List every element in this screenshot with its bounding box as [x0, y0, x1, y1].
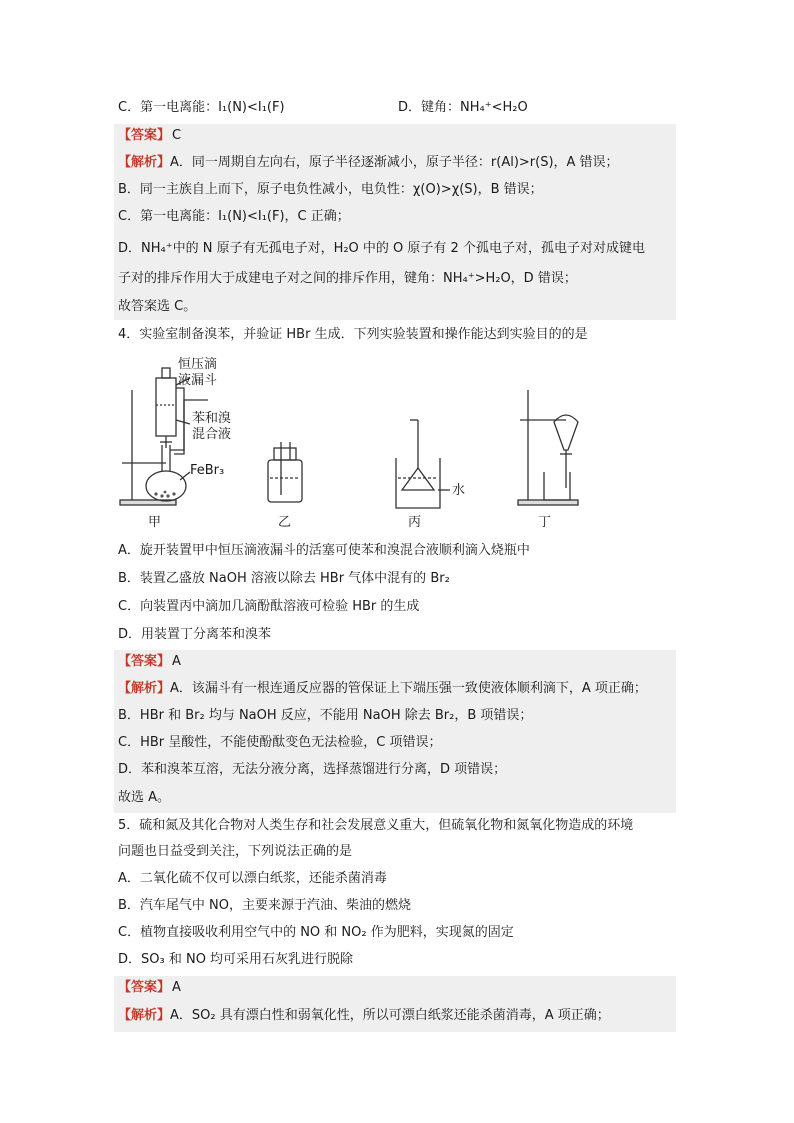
label-funnel-1: 恒压滴	[178, 357, 218, 372]
q5-analysis	[118, 1006, 610, 1028]
q3-analysis	[118, 153, 619, 175]
label-water: 水	[452, 483, 466, 498]
analysis-tag: 【解析】	[118, 155, 171, 170]
q3-answer	[118, 126, 181, 148]
q4-option: A．旋开装置甲中恒压滴液漏斗的活塞可使苯和溴混合液顺利滴入烧瓶中	[118, 543, 530, 558]
answer-tag: 【答案】	[118, 980, 171, 995]
answer-value: A	[172, 654, 181, 669]
caption-ding: 丁	[538, 515, 552, 530]
answer-value: C	[172, 128, 182, 143]
label-funnel-2: 液漏斗	[178, 373, 218, 388]
febr3-solid	[154, 491, 175, 498]
analysis-line: C．第一电离能：I₁(N)<I₁(F)，C 正确；	[118, 209, 350, 224]
analysis-line: A．该漏斗有一根连通反应器的管保证上下端压强一致使液体顺利滴下，A 项正确；	[170, 681, 647, 696]
q4-option: D．用装置丁分离苯和溴苯	[118, 627, 272, 642]
caption-yi: 乙	[278, 515, 292, 530]
q4-stem: 4．实验室制备溴苯，并验证 HBr 生成．下列实验装置和操作能达到实验目的的是	[118, 327, 588, 342]
label-mix-2: 混合液	[192, 427, 232, 442]
q4-option: C．向装置丙中滴加几滴酚酞溶液可检验 HBr 的生成	[118, 599, 420, 614]
apparatus-figure	[118, 350, 588, 535]
washing-bottle	[268, 460, 302, 502]
answer-value: A	[172, 980, 181, 995]
inverted-funnel	[402, 468, 434, 490]
analysis-line: A．同一周期自左向右，原子半径逐渐减小，原子半径：r(Al)>r(S)，A 错误；	[170, 155, 619, 170]
q5-answer	[118, 978, 181, 1000]
q5-stem: 问题也日益受到关注，下列说法正确的是	[118, 844, 353, 859]
analysis-tag: 【解析】	[118, 1008, 171, 1023]
q3-option-c: C．第一电离能：I₁(N)<I₁(F)	[118, 100, 285, 115]
q4-answer-box	[114, 650, 676, 813]
round-flask	[146, 471, 186, 501]
caption-bing: 丙	[408, 515, 422, 530]
q4-option: B．装置乙盛放 NaOH 溶液以除去 HBr 气体中混有的 Br₂	[118, 571, 450, 586]
q5-option: B．汽车尾气中 NO，主要来源于汽油、柴油的燃烧	[118, 898, 412, 913]
analysis-line: B．同一主族自上而下，原子电负性减小，电负性：χ(O)>χ(S)，B 错误；	[118, 182, 543, 197]
q4-answer	[118, 652, 181, 674]
caption-jia: 甲	[148, 515, 162, 530]
analysis-tag: 【解析】	[118, 681, 171, 696]
analysis-line: 故答案选 C。	[118, 299, 197, 314]
funnel-stopper	[162, 368, 170, 378]
stand-base	[518, 500, 578, 505]
q5-option: A．二氧化硫不仅可以漂白纸浆，还能杀菌消毒	[118, 871, 387, 886]
analysis-line: B．HBr 和 Br₂ 均与 NaOH 反应，不能用 NaOH 除去 Br₂，B 项错误；	[118, 708, 533, 723]
q5-option: C．植物直接吸收利用空气中的 NO 和 NO₂ 作为肥料，实现氮的固定	[118, 925, 514, 940]
analysis-line: D．NH₄⁺中的 N 原子有无孤电子对，H₂O 中的 O 原子有 2 个孤电子对，孤电子对对成键电	[118, 241, 645, 256]
q3-option-d: D．键角：NH₄⁺<H₂O	[398, 100, 528, 115]
answer-tag: 【答案】	[118, 654, 171, 669]
label-mix-1: 苯和溴	[192, 411, 232, 426]
dropping-funnel	[156, 378, 176, 436]
q4-analysis	[118, 679, 647, 701]
q5-stem: 5．硫和氮及其化合物对人类生存和社会发展意义重大，但硫氧化物和氮氧化物造成的环境	[118, 818, 634, 833]
q5-option: D．SO₃ 和 NO 均可采用石灰乳进行脱除	[118, 952, 354, 967]
analysis-line: A．SO₂ 具有漂白性和弱氧化性，所以可漂白纸浆还能杀菌消毒，A 项正确；	[170, 1008, 610, 1023]
analysis-line: C．HBr 呈酸性，不能使酚酞变色无法检验，C 项错误；	[118, 735, 442, 750]
analysis-line: 故选 A。	[118, 790, 171, 805]
answer-tag: 【答案】	[118, 128, 171, 143]
label-catalyst: FeBr₃	[190, 463, 225, 478]
analysis-line: D．苯和溴苯互溶，无法分液分离，选择蒸馏进行分离，D 项错误；	[118, 762, 507, 777]
analysis-line: 子对的排斥作用大于成建电子对之间的排斥作用，键角：NH₄⁺>H₂O，D 错误；	[118, 271, 577, 286]
